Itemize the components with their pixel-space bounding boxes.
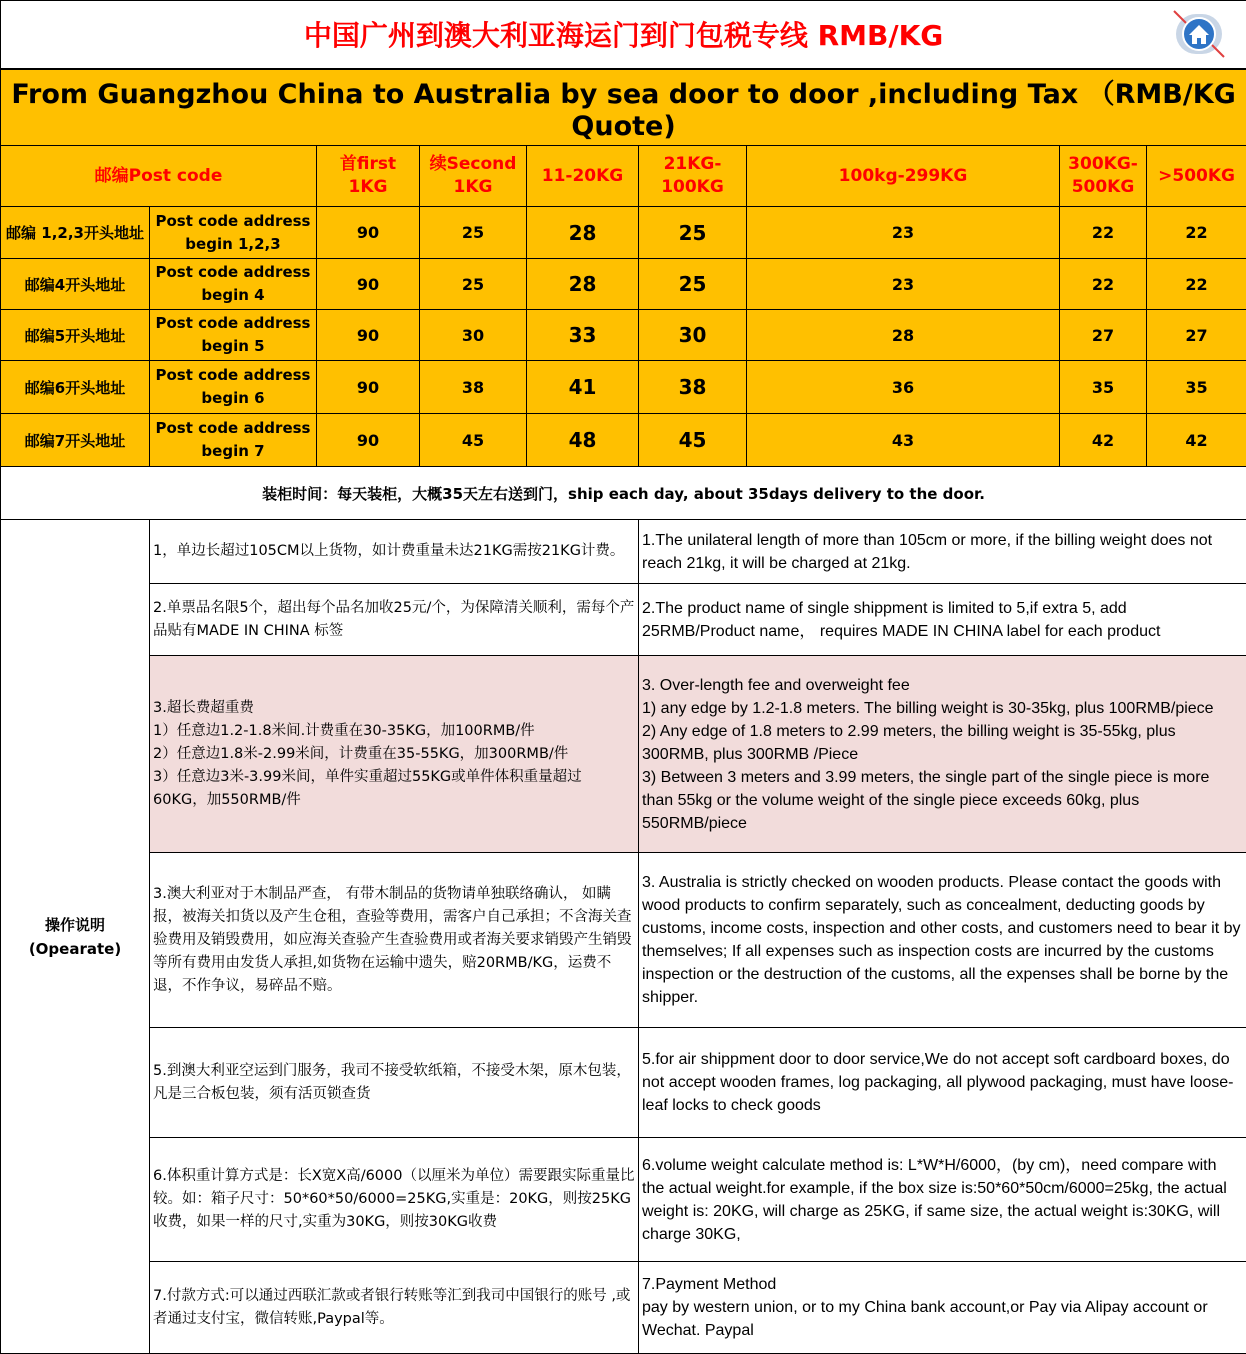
rate-tier1: 48	[527, 414, 639, 467]
rate-tier5: 42	[1147, 414, 1246, 467]
note-en: 2.The product name of single shippment is limited to 5,if extra 5, add 25RMB/Product name， requires MADE IN CHINA label for each product	[639, 584, 1246, 656]
operate-label: 操作说明 (Opearate)	[1, 520, 150, 1354]
note-row	[1, 584, 1246, 656]
rate-tier4: 22	[1060, 207, 1147, 259]
rate-tier4: 42	[1060, 414, 1147, 467]
rate-tier2: 25	[639, 207, 747, 259]
note-cn: 2.单票品名限5个，超出每个品名加收25元/个，为保障清关顺利，需每个产品贴有MADE IN CHINA 标签	[150, 584, 639, 656]
header-postcode: 邮编Post code	[1, 146, 317, 207]
rate-tier5: 22	[1147, 207, 1246, 259]
rate-tier1: 28	[527, 259, 639, 310]
note-cn: 6.体积重计算方式是：长X宽X高/6000（以厘米为单位）需要跟实际重量比较。如：箱子尺寸：50*60*50/6000=25KG,实重是：20KG，则按25KG收费，如果一样的尺寸,实重为30KG，则按30KG收费	[150, 1138, 639, 1262]
rate-tier5: 27	[1147, 310, 1246, 361]
rate-tier4: 27	[1060, 310, 1147, 361]
header-row	[1, 146, 1246, 207]
note-en: 1.The unilateral length of more than 105cm or more, if the billing weight does not reach 21kg, it will be charged at 21kg.	[639, 520, 1246, 584]
note-cn: 1，单边长超过105CM以上货物，如计费重量未达21KG需按21KG计费。	[150, 520, 639, 584]
rate-second: 30	[420, 310, 527, 361]
subtitle-row	[1, 69, 1246, 146]
postcode-cn: 邮编7开头地址	[1, 414, 150, 467]
rate-tier1: 33	[527, 310, 639, 361]
rate-tier2: 30	[639, 310, 747, 361]
rate-tier1: 28	[527, 207, 639, 259]
rate-tier2: 25	[639, 259, 747, 310]
postcode-en: Post code address begin 1,2,3	[150, 207, 317, 259]
header-tier1: 11-20KG	[527, 146, 639, 207]
header-tier2: 21KG- 100KG	[639, 146, 747, 207]
note-row	[1, 853, 1246, 1028]
rate-second: 25	[420, 259, 527, 310]
home-icon[interactable]	[1172, 9, 1226, 59]
postcode-cn: 邮编5开头地址	[1, 310, 150, 361]
note-row	[1, 656, 1246, 853]
rate-row	[1, 310, 1246, 361]
note-row	[1, 1262, 1246, 1354]
note-row	[1, 1138, 1246, 1262]
postcode-en: Post code address begin 7	[150, 414, 317, 467]
rate-row	[1, 259, 1246, 310]
header-first: 首first 1KG	[317, 146, 420, 207]
note-row	[1, 1028, 1246, 1138]
postcode-en: Post code address begin 4	[150, 259, 317, 310]
note-en: 3. Over-length fee and overweight fee 1) any edge by 1.2-1.8 meters. The billing weight is 30-35kg, plus 100RMB/piece 2) Any edge of 1.8 meters to 2.99 meters, the billing weight is 35-55kg, plus 300RMB, plus 300RMB /Piece 3) Between 3 meters and 3.99 meters, the single part of the single piece is more than 55kg or the volume weight of the single piece exceeds 60kg, plus 550RMB/piece	[639, 656, 1246, 853]
rate-tier3: 23	[747, 259, 1060, 310]
rate-tier2: 38	[639, 361, 747, 414]
note-en: 3. Australia is strictly checked on wooden products. Please contact the goods with wood products to confirm separately, such as concealment, deducting goods by customs, income costs, inspection and other costs, and customers need to bear it by themselves; If all expenses such as inspection costs are incurred by the customs inspection or the destruction of the customs, all the expenses shall be borne by the shipper.	[639, 853, 1246, 1028]
header-second: 续Second 1KG	[420, 146, 527, 207]
rate-second: 45	[420, 414, 527, 467]
rate-second: 25	[420, 207, 527, 259]
rate-tier1: 41	[527, 361, 639, 414]
postcode-en: Post code address begin 6	[150, 361, 317, 414]
postcode-cn: 邮编4开头地址	[1, 259, 150, 310]
rate-tier3: 43	[747, 414, 1060, 467]
note-cn: 5.到澳大利亚空运到门服务，我司不接受软纸箱，不接受木架，原木包装，凡是三合板包装，须有活页锁查货	[150, 1028, 639, 1138]
rate-tier5: 22	[1147, 259, 1246, 310]
postcode-en: Post code address begin 5	[150, 310, 317, 361]
rate-row	[1, 207, 1246, 259]
rate-tier4: 35	[1060, 361, 1147, 414]
rate-tier2: 45	[639, 414, 747, 467]
notice-row	[1, 467, 1246, 520]
rate-tier4: 22	[1060, 259, 1147, 310]
rate-tier5: 35	[1147, 361, 1246, 414]
note-row	[1, 520, 1246, 584]
shipping-notice: 装柜时间：每天装柜，大概35天左右送到门，ship each day, about 35days delivery to the door.	[1, 467, 1246, 520]
rate-first: 90	[317, 259, 420, 310]
note-cn: 3.澳大利亚对于木制品严查， 有带木制品的货物请单独联络确认， 如瞒报，被海关扣货以及产生仓租，查验等费用，需客户自己承担；不含海关查验费用及销毁费用，如应海关查验产生查验费用或者海关要求销毁产生销毁等所有费用由发货人承担,如货物在运输中遗失，赔20RMB/KG，运费不退，不作争议，易碎品不赔。	[150, 853, 639, 1028]
rate-first: 90	[317, 310, 420, 361]
note-en: 5.for air shippment door to door service,We do not accept soft cardboard boxes, do not accept wooden frames, log packaging, all plywood packaging, must have loose-leaf locks to check goods	[639, 1028, 1246, 1138]
rate-first: 90	[317, 414, 420, 467]
header-tier4: 300KG-500KG	[1060, 146, 1147, 207]
rate-second: 38	[420, 361, 527, 414]
rate-tier3: 28	[747, 310, 1060, 361]
header-tier3: 100kg-299KG	[747, 146, 1060, 207]
note-cn: 7.付款方式:可以通过西联汇款或者银行转账等汇到我司中国银行的账号 ,或者通过支付宝，微信转账,Paypal等。	[150, 1262, 639, 1354]
rate-tier3: 36	[747, 361, 1060, 414]
page-title-en: From Guangzhou China to Australia by sea door to door ,including Tax （RMB/KG Quote)	[1, 69, 1246, 146]
rate-row	[1, 361, 1246, 414]
header-tier5: >500KG	[1147, 146, 1246, 207]
note-cn: 3.超长费超重费 1）任意边1.2-1.8米间.计费重在30-35KG，加100RMB/件 2）任意边1.8米-2.99米间，计费重在35-55KG，加300RMB/件 3）任意边3米-3.99米间，单件实重超过55KG或单件体积重量超过60KG，加550RMB/件	[150, 656, 639, 853]
rate-tier3: 23	[747, 207, 1060, 259]
page-title-cn: 中国广州到澳大利亚海运门到门包税专线 RMB/KG	[303, 19, 944, 53]
rate-row	[1, 414, 1246, 467]
postcode-cn: 邮编 1,2,3开头地址	[1, 207, 150, 259]
title-row	[1, 1, 1246, 69]
rate-first: 90	[317, 207, 420, 259]
note-en: 7.Payment Method pay by western union, or to my China bank account,or Pay via Alipay account or Wechat. Paypal	[639, 1262, 1246, 1354]
rate-first: 90	[317, 361, 420, 414]
note-en: 6.volume weight calculate method is: L*W*H/6000，(by cm)，need compare with the actual weight.for example, if the box size is:50*60*50cm/6000=25kg, the actual weight is: 20KG, will charge as 25KG, if same size, the actual weight is:30KG, will charge 30KG,	[639, 1138, 1246, 1262]
postcode-cn: 邮编6开头地址	[1, 361, 150, 414]
